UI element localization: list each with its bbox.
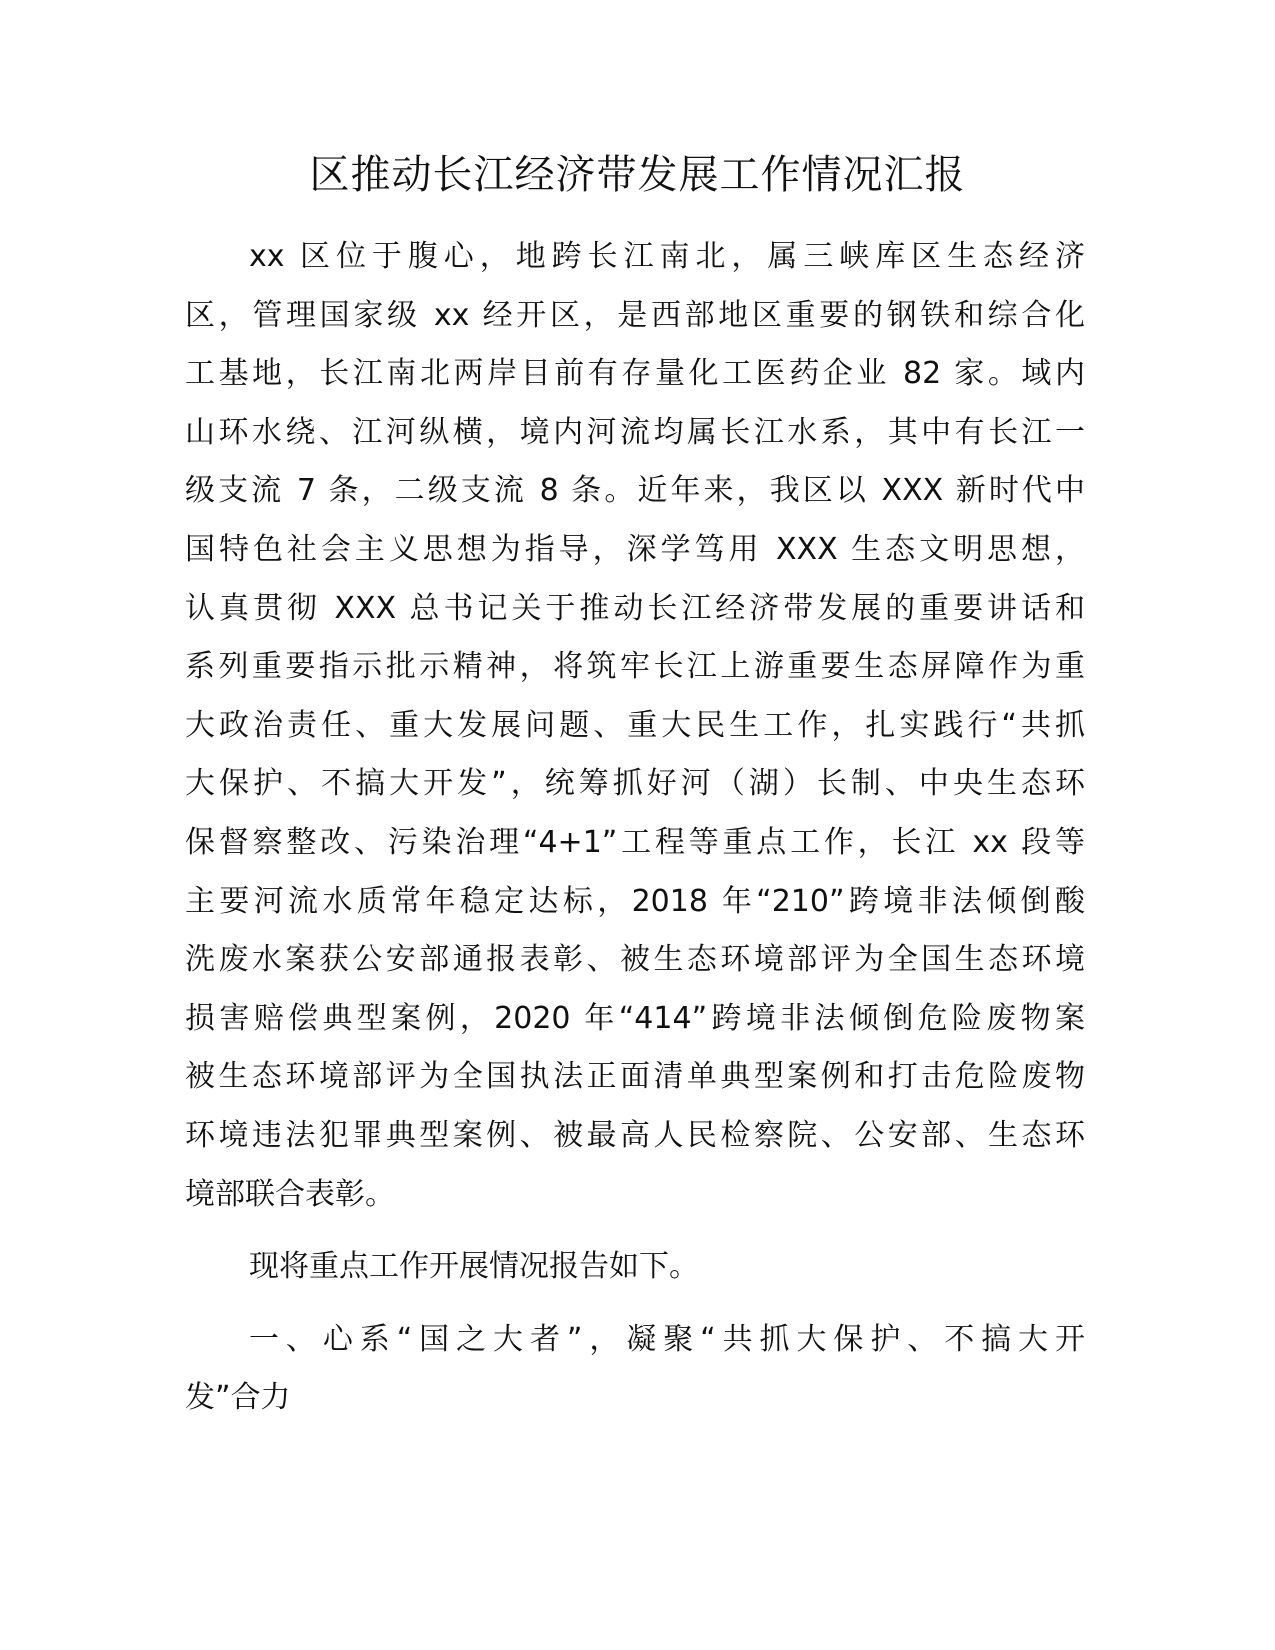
- text-line: 大政治责任、重大发展问题、重大民生工作，扎实践行“共抓: [185, 707, 1085, 743]
- text-line: 现将重点工作开展情况报告如下。: [249, 1249, 699, 1285]
- text-line: 一、心系“国之大者”，凝聚“共抓大保护、不搞大开: [249, 1321, 1085, 1357]
- text-line: 大保护、不搞大开发”，统筹抓好河（湖）长制、中央生态环: [185, 766, 1085, 802]
- document-body: [185, 228, 1085, 1428]
- text-line: 山环水绕、江河纵横，境内河流均属长江水系，其中有长江一: [185, 414, 1085, 450]
- summary-paragraph: [185, 1238, 1085, 1297]
- text-line: 认真贯彻 XXX 总书记关于推动长江经济带发展的重要讲话和: [185, 590, 1085, 626]
- text-line: 环境违法犯罪典型案例、被最高人民检察院、公安部、生态环: [185, 1117, 1085, 1153]
- text-line: 境部联合表彰。: [185, 1176, 395, 1212]
- document-title: 区推动长江经济带发展工作情况汇报: [309, 152, 966, 198]
- text-line: 损害赔偿典型案例，2020 年“414”跨境非法倾倒危险废物案: [185, 1000, 1085, 1036]
- text-line: 区，管理国家级 xx 经开区，是西部地区重要的钢铁和综合化: [185, 297, 1085, 333]
- text-line: 保督察整改、污染治理“4+1”工程等重点工作，长江 xx 段等: [185, 824, 1085, 860]
- paragraph-spacer: [185, 1224, 1085, 1238]
- text-line: 级支流 7 条，二级支流 8 条。近年来，我区以 XXX 新时代中: [185, 473, 1085, 509]
- text-line: 发”合力: [185, 1380, 291, 1416]
- intro-paragraph: [185, 228, 1085, 1224]
- text-line: 洗废水案获公安部通报表彰、被生态环境部评为全国生态环境: [185, 942, 1085, 978]
- text-line: 工基地，长江南北两岸目前有存量化工医药企业 82 家。域内: [185, 356, 1085, 392]
- text-line: 主要河流水质常年稳定达标，2018 年“210”跨境非法倾倒酸: [185, 883, 1085, 919]
- text-line: 被生态环境部评为全国执法正面清单典型案例和打击危险废物: [185, 1059, 1085, 1095]
- text-line: 国特色社会主义思想为指导，深学笃用 XXX 生态文明思想，: [185, 531, 1085, 567]
- section-heading: [185, 1311, 1085, 1428]
- text-line: 系列重要指示批示精神，将筑牢长江上游重要生态屏障作为重: [185, 649, 1085, 685]
- paragraph-spacer: [185, 1297, 1085, 1311]
- text-line: xx 区位于腹心，地跨长江南北，属三峡库区生态经济: [249, 239, 1085, 274]
